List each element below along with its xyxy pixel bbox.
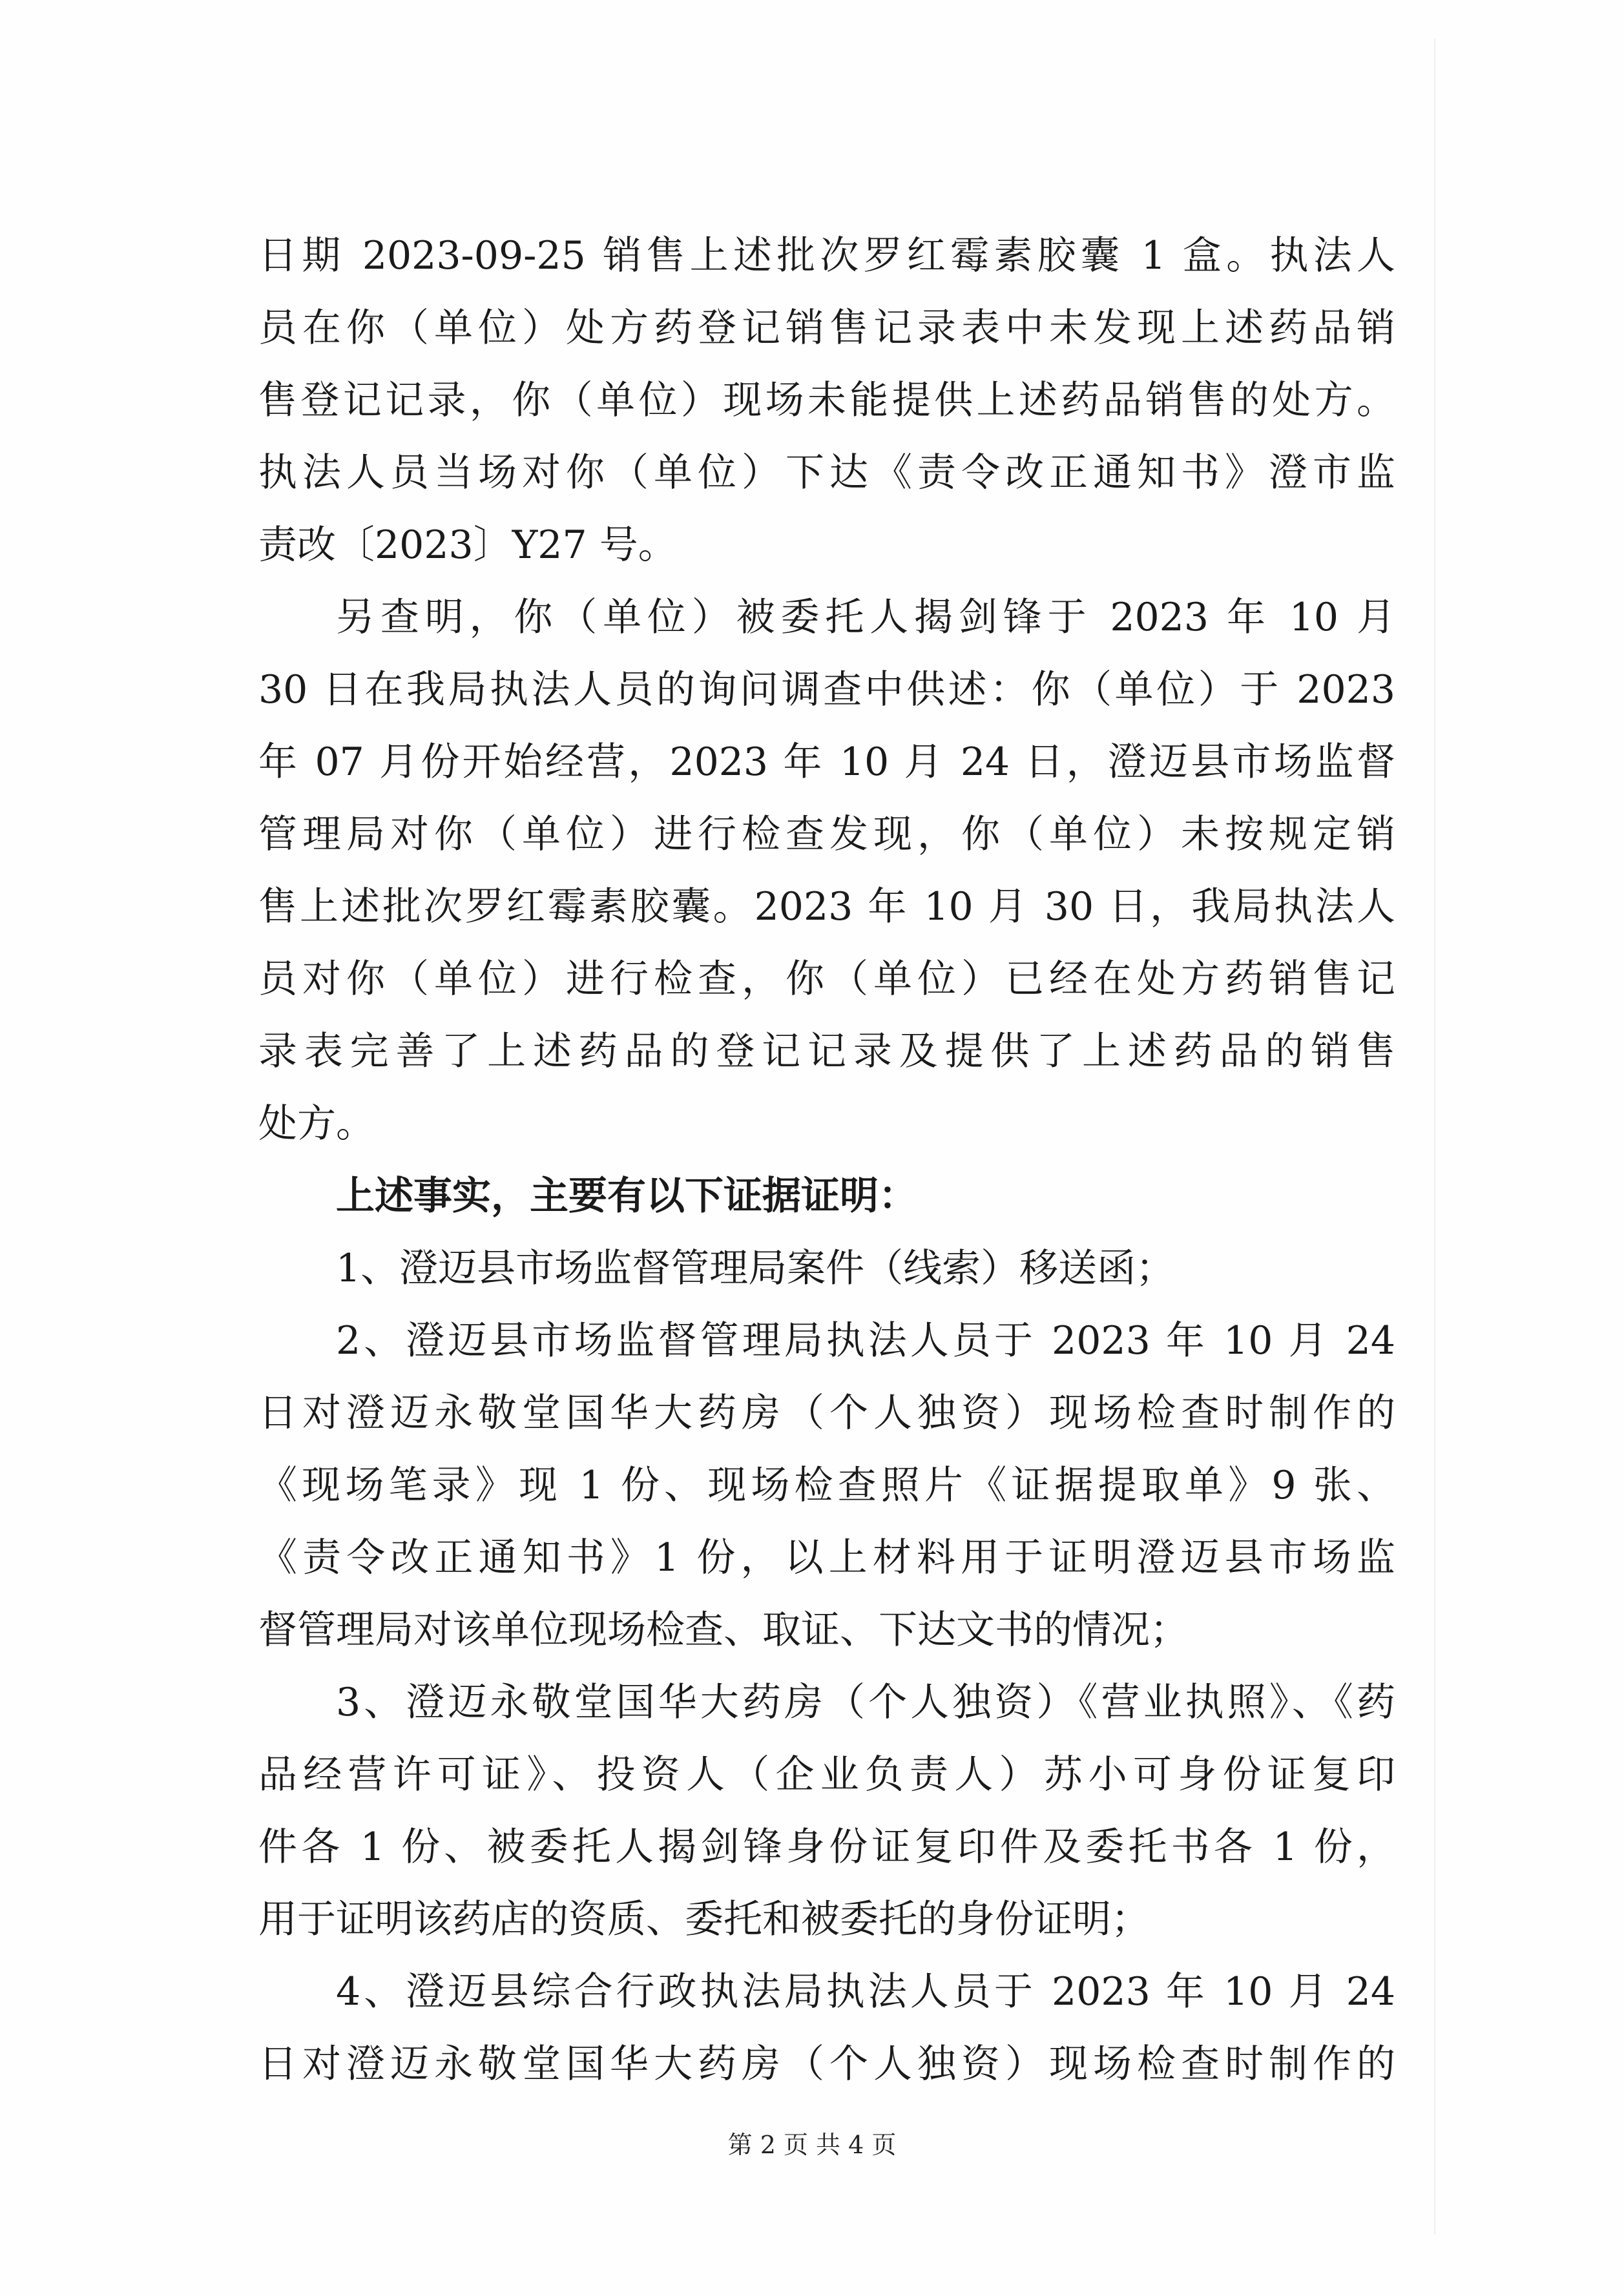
text-line: 1、澄迈县市场监督管理局案件（线索）移送函； — [336, 1246, 1175, 1291]
text-line: 日对澄迈永敬堂国华大药房（个人独资）现场检查时制作的 — [258, 1391, 1395, 1436]
text-line: 品经营许可证》、投资人（企业负责人）苏小可身份证复印 — [258, 1752, 1395, 1797]
text-line: 4、澄迈县综合行政执法局执法人员于 2023 年 10 月 24 — [336, 1969, 1395, 2014]
page-number: 第 2 页 共 4 页 — [727, 2131, 897, 2159]
text-line: 《现场笔录》现 1 份、现场检查照片《证据提取单》9 张、 — [258, 1463, 1395, 1508]
text-line: 《责令改正通知书》1 份，以上材料用于证明澄迈县市场监 — [258, 1535, 1395, 1580]
text-line: 执法人员当场对你（单位）下达《责令改正通知书》澄市监 — [258, 450, 1395, 495]
document-body — [258, 220, 1395, 2100]
text-line: 责改〔2023〕Y27 号。 — [258, 522, 677, 568]
text-line: 2、澄迈县市场监督管理局执法人员于 2023 年 10 月 24 — [336, 1318, 1395, 1363]
text-line: 另查明，你（单位）被委托人揭剑锋于 2023 年 10 月 — [336, 595, 1395, 640]
text-line: 管理局对你（单位）进行检查发现，你（单位）未按规定销 — [258, 812, 1395, 857]
scan-edge-mark — [1434, 39, 1435, 2235]
text-line: 件各 1 份、被委托人揭剑锋身份证复印件及委托书各 1 份， — [258, 1825, 1395, 1870]
text-line: 售上述批次罗红霉素胶囊。2023 年 10 月 30 日，我局执法人 — [258, 884, 1395, 929]
text-line: 员在你（单位）处方药登记销售记录表中未发现上述药品销 — [258, 305, 1395, 351]
text-line: 3、澄迈永敬堂国华大药房（个人独资）《营业执照》、《药 — [336, 1680, 1395, 1725]
text-line: 日期 2023-09-25 销售上述批次罗红霉素胶囊 1 盒。执法人 — [258, 233, 1395, 278]
text-line: 30 日在我局执法人员的询问调查中供述：你（单位）于 2023 — [258, 667, 1395, 712]
text-line: 年 07 月份开始经营，2023 年 10 月 24 日，澄迈县市场监督 — [258, 739, 1395, 785]
text-line: 日对澄迈永敬堂国华大药房（个人独资）现场检查时制作的 — [258, 2042, 1395, 2087]
text-line: 用于证明该药店的资质、委托和被委托的身份证明； — [258, 1897, 1150, 1942]
text-line: 督管理局对该单位现场检查、取证、下达文书的情况； — [258, 1608, 1189, 1653]
text-line: 录表完善了上述药品的登记记录及提供了上述药品的销售 — [258, 1029, 1395, 1074]
text-line: 处方。 — [258, 1101, 375, 1146]
text-line: 售登记记录，你（单位）现场未能提供上述药品销售的处方。 — [258, 378, 1395, 423]
text-line: 员对你（单位）进行检查，你（单位）已经在处方药销售记 — [258, 957, 1395, 1002]
section-heading: 上述事实，主要有以下证据证明： — [336, 1174, 917, 1219]
